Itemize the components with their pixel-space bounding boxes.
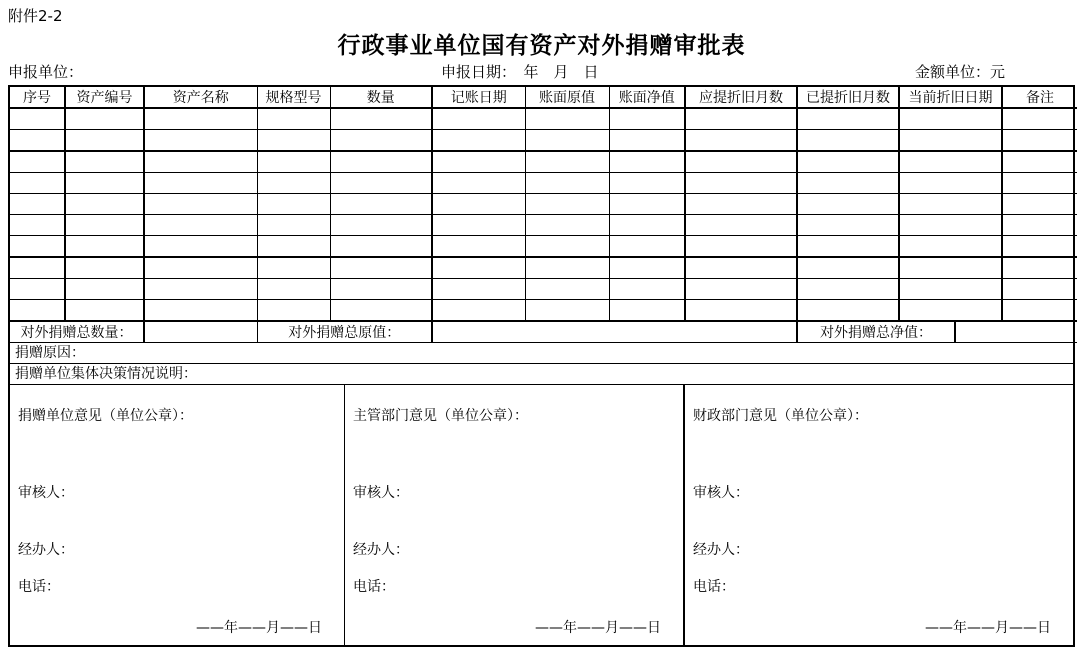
empty-asset-cell <box>685 151 797 173</box>
finance-dept-date-placeholder: ——年——月——日 <box>925 620 1051 636</box>
empty-asset-cell <box>330 300 432 322</box>
donor-unit-date-placeholder: ——年——月——日 <box>196 620 322 636</box>
empty-asset-cell <box>144 108 257 130</box>
empty-asset-cell <box>432 300 525 322</box>
empty-asset-cell <box>899 130 1002 152</box>
total-quantity-label: 对外捐赠总数量： <box>10 322 144 343</box>
empty-asset-cell <box>330 194 432 215</box>
empty-asset-cell <box>525 279 609 300</box>
empty-asset-cell <box>797 151 899 173</box>
empty-asset-cell <box>525 108 609 130</box>
col-header-booking-date: 记账日期 <box>432 87 525 108</box>
empty-asset-cell <box>609 130 685 152</box>
empty-asset-cell <box>525 194 609 215</box>
empty-asset-cell <box>525 300 609 322</box>
empty-asset-cell <box>65 130 144 152</box>
empty-asset-cell <box>257 257 330 279</box>
col-header-book-original-value: 账面原值 <box>525 87 609 108</box>
form-body <box>8 85 1075 647</box>
empty-asset-cell <box>65 257 144 279</box>
empty-asset-cell <box>257 194 330 215</box>
empty-asset-row <box>10 215 1077 236</box>
empty-asset-cell <box>685 236 797 258</box>
empty-asset-cell <box>609 300 685 322</box>
empty-asset-row <box>10 257 1077 279</box>
donor-unit-opinion-cell <box>10 385 345 645</box>
empty-asset-cell <box>1002 215 1077 236</box>
col-header-depreciation-months-done: 已提折旧月数 <box>797 87 899 108</box>
empty-asset-cell <box>330 173 432 194</box>
col-header-quantity: 数量 <box>330 87 432 108</box>
col-header-current-depreciation-date: 当前折旧日期 <box>899 87 1002 108</box>
empty-asset-cell <box>899 173 1002 194</box>
empty-asset-cell <box>257 279 330 300</box>
col-header-remarks: 备注 <box>1002 87 1077 108</box>
empty-asset-cell <box>609 279 685 300</box>
empty-asset-cell <box>1002 300 1077 322</box>
empty-asset-cell <box>525 257 609 279</box>
supervising-dept-phone-label: 电话： <box>353 579 395 595</box>
donor-unit-reviewer-label: 审核人： <box>18 485 74 501</box>
attachment-label: 附件2-2 <box>8 7 63 25</box>
finance-dept-reviewer-label: 审核人： <box>693 485 749 501</box>
collective-decision-row: 捐赠单位集体决策情况说明： <box>10 364 1073 385</box>
empty-asset-cell <box>1002 236 1077 258</box>
empty-asset-row <box>10 236 1077 258</box>
empty-asset-cell <box>10 300 65 322</box>
col-header-asset-name: 资产名称 <box>144 87 257 108</box>
empty-asset-row <box>10 194 1077 215</box>
empty-asset-cell <box>525 215 609 236</box>
empty-asset-cell <box>65 300 144 322</box>
empty-asset-cell <box>432 173 525 194</box>
donor-unit-handler-label: 经办人： <box>18 542 74 558</box>
asset-table-header-row <box>10 87 1077 108</box>
finance-dept-handler-label: 经办人： <box>693 542 749 558</box>
empty-asset-cell <box>144 236 257 258</box>
empty-asset-cell <box>10 236 65 258</box>
supervising-dept-handler-label: 经办人： <box>353 542 409 558</box>
declare-date-label: 申报日期： 年 月 日 <box>441 63 599 81</box>
col-header-spec-model: 规格型号 <box>257 87 330 108</box>
empty-asset-cell <box>685 108 797 130</box>
empty-asset-cell <box>257 300 330 322</box>
empty-asset-cell <box>65 151 144 173</box>
col-header-asset-code: 资产编号 <box>65 87 144 108</box>
empty-asset-cell <box>432 279 525 300</box>
empty-asset-cell <box>685 279 797 300</box>
empty-asset-cell <box>432 108 525 130</box>
empty-asset-cell <box>797 279 899 300</box>
empty-asset-cell <box>797 108 899 130</box>
empty-asset-row <box>10 130 1077 152</box>
empty-asset-cell <box>609 151 685 173</box>
empty-asset-cell <box>525 151 609 173</box>
empty-asset-cell <box>899 236 1002 258</box>
empty-asset-cell <box>330 236 432 258</box>
empty-asset-cell <box>10 279 65 300</box>
empty-asset-row <box>10 173 1077 194</box>
empty-asset-cell <box>10 151 65 173</box>
empty-asset-cell <box>144 215 257 236</box>
donor-unit-phone-label: 电话： <box>18 579 60 595</box>
empty-asset-cell <box>432 236 525 258</box>
empty-asset-cell <box>685 215 797 236</box>
supervising-dept-date-placeholder: ——年——月——日 <box>535 620 661 636</box>
empty-asset-cell <box>899 257 1002 279</box>
empty-asset-cell <box>10 108 65 130</box>
col-header-book-net-value: 账面净值 <box>609 87 685 108</box>
empty-asset-cell <box>144 257 257 279</box>
empty-asset-cell <box>609 173 685 194</box>
empty-asset-cell <box>257 151 330 173</box>
empty-asset-cell <box>432 257 525 279</box>
empty-asset-row <box>10 151 1077 173</box>
empty-asset-cell <box>797 236 899 258</box>
asset-table <box>10 87 1077 322</box>
empty-asset-cell <box>685 300 797 322</box>
empty-asset-cell <box>432 151 525 173</box>
empty-asset-cell <box>432 194 525 215</box>
empty-asset-cell <box>144 194 257 215</box>
empty-asset-cell <box>330 108 432 130</box>
empty-asset-cell <box>609 194 685 215</box>
total-net-value-label: 对外捐赠总净值： <box>797 322 955 343</box>
empty-asset-cell <box>144 279 257 300</box>
empty-asset-cell <box>1002 151 1077 173</box>
empty-asset-cell <box>257 130 330 152</box>
empty-asset-cell <box>10 257 65 279</box>
empty-asset-cell <box>65 108 144 130</box>
empty-asset-cell <box>525 173 609 194</box>
total-net-value-cell <box>955 322 1077 343</box>
empty-asset-row <box>10 300 1077 322</box>
empty-asset-cell <box>1002 108 1077 130</box>
empty-asset-cell <box>797 173 899 194</box>
empty-asset-cell <box>609 257 685 279</box>
empty-asset-cell <box>257 108 330 130</box>
empty-asset-row <box>10 279 1077 300</box>
total-original-value-label: 对外捐赠总原值： <box>257 322 432 343</box>
empty-asset-cell <box>899 194 1002 215</box>
form-info-row <box>0 61 1083 83</box>
empty-asset-cell <box>685 257 797 279</box>
empty-asset-cell <box>797 194 899 215</box>
empty-asset-cell <box>65 215 144 236</box>
empty-asset-cell <box>330 279 432 300</box>
empty-asset-cell <box>65 173 144 194</box>
empty-asset-cell <box>797 300 899 322</box>
supervising-dept-opinion-title: 主管部门意见（单位公章）： <box>353 408 528 424</box>
empty-asset-cell <box>65 236 144 258</box>
empty-asset-cell <box>257 173 330 194</box>
empty-asset-cell <box>899 108 1002 130</box>
empty-asset-cell <box>1002 279 1077 300</box>
summary-row <box>10 322 1077 343</box>
empty-asset-cell <box>330 151 432 173</box>
donor-unit-opinion-title: 捐赠单位意见（单位公章）： <box>18 408 193 424</box>
total-quantity-value-cell <box>144 322 257 343</box>
finance-dept-opinion-cell <box>685 385 1073 645</box>
empty-asset-cell <box>65 194 144 215</box>
finance-dept-phone-label: 电话： <box>693 579 735 595</box>
empty-asset-cell <box>797 215 899 236</box>
empty-asset-cell <box>609 215 685 236</box>
donation-reason-row: 捐赠原因： <box>10 343 1073 364</box>
supervising-dept-reviewer-label: 审核人： <box>353 485 409 501</box>
empty-asset-cell <box>144 173 257 194</box>
empty-asset-cell <box>257 236 330 258</box>
empty-asset-cell <box>144 151 257 173</box>
empty-asset-cell <box>609 108 685 130</box>
empty-asset-cell <box>10 173 65 194</box>
empty-asset-cell <box>65 279 144 300</box>
empty-asset-cell <box>1002 130 1077 152</box>
empty-asset-cell <box>685 194 797 215</box>
empty-asset-cell <box>899 215 1002 236</box>
empty-asset-cell <box>144 130 257 152</box>
empty-asset-cell <box>330 257 432 279</box>
empty-asset-cell <box>525 236 609 258</box>
empty-asset-cell <box>10 194 65 215</box>
col-header-index: 序号 <box>10 87 65 108</box>
empty-asset-cell <box>609 236 685 258</box>
empty-asset-cell <box>685 130 797 152</box>
total-original-value-cell <box>432 322 797 343</box>
empty-asset-cell <box>432 130 525 152</box>
empty-asset-cell <box>257 215 330 236</box>
empty-asset-cell <box>899 279 1002 300</box>
empty-asset-cell <box>899 300 1002 322</box>
empty-asset-cell <box>330 215 432 236</box>
form-title: 行政事业单位国有资产对外捐赠审批表 <box>337 32 746 59</box>
empty-asset-cell <box>144 300 257 322</box>
empty-asset-cell <box>899 151 1002 173</box>
empty-asset-row <box>10 108 1077 130</box>
supervising-dept-opinion-cell <box>345 385 685 645</box>
empty-asset-cell <box>10 215 65 236</box>
empty-asset-cell <box>1002 257 1077 279</box>
finance-dept-opinion-title: 财政部门意见（单位公章）： <box>693 408 868 424</box>
amount-unit-label: 金额单位：元 <box>915 63 1006 81</box>
empty-asset-cell <box>1002 173 1077 194</box>
empty-asset-cell <box>797 257 899 279</box>
empty-asset-cell <box>10 130 65 152</box>
declare-unit-label: 申报单位： <box>8 63 84 81</box>
empty-asset-cell <box>525 130 609 152</box>
empty-asset-cell <box>797 130 899 152</box>
col-header-depreciation-months-due: 应提折旧月数 <box>685 87 797 108</box>
empty-asset-cell <box>432 215 525 236</box>
empty-asset-cell <box>330 130 432 152</box>
opinion-section <box>10 385 1073 645</box>
empty-asset-cell <box>685 173 797 194</box>
empty-asset-cell <box>1002 194 1077 215</box>
